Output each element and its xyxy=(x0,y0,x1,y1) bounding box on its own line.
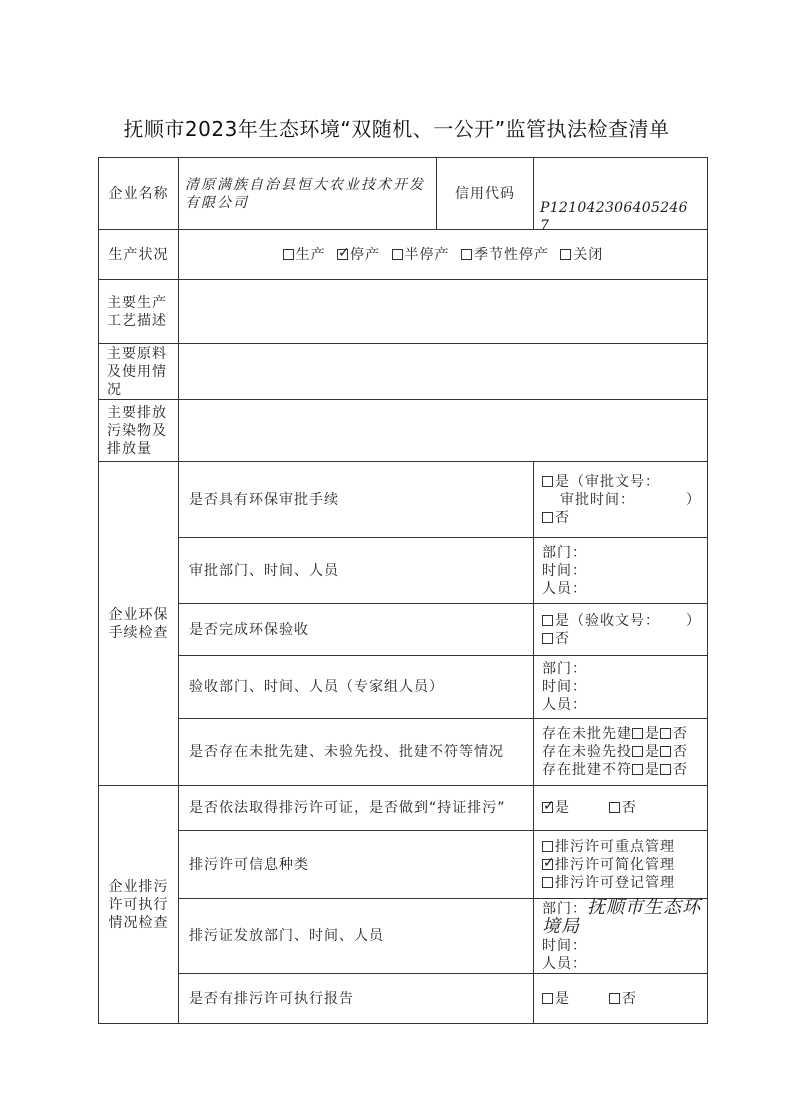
checkbox-icon[interactable] xyxy=(560,249,571,260)
option-closed[interactable]: 关闭 xyxy=(560,247,603,263)
env-section-label: 企业环保手续检查 xyxy=(99,462,179,786)
materials-value[interactable] xyxy=(179,344,708,400)
env-q5-answer: 存在未批先建 是 否 存在未验先投 是 否 存在批建不符 是 否 xyxy=(534,719,708,786)
checkbox-icon[interactable] xyxy=(660,746,671,757)
checkbox-icon[interactable] xyxy=(660,764,671,775)
permit-q1-answer: ✓ 是 否 xyxy=(534,786,708,831)
permit-section-label: 企业排污许可执行情况检查 xyxy=(99,786,179,1024)
env-q3-row xyxy=(99,604,708,656)
permit-q1-row xyxy=(99,786,708,831)
materials-label: 主要原料及使用情况 xyxy=(99,344,179,400)
checkbox-icon[interactable] xyxy=(542,476,553,487)
checkbox-icon[interactable] xyxy=(542,512,553,523)
env-q4-row xyxy=(99,656,708,719)
checkbox-checked-icon[interactable] xyxy=(337,249,348,260)
env-q1-text: 是否具有环保审批手续 xyxy=(179,462,534,538)
checkbox-checked-icon[interactable] xyxy=(542,802,553,813)
option-producing[interactable]: 生产 xyxy=(283,247,326,263)
process-value[interactable] xyxy=(179,280,708,344)
env-q4-answer: 部门： 时间： 人员： xyxy=(534,656,708,719)
production-row xyxy=(99,230,708,280)
permit-q4-text: 是否有排污许可执行报告 xyxy=(179,974,534,1024)
checkbox-icon[interactable] xyxy=(632,746,643,757)
permit-q1-text: 是否依法取得排污许可证，是否做到“持证排污” xyxy=(179,786,534,831)
checkbox-icon[interactable] xyxy=(632,764,643,775)
option-half-stopped[interactable]: 半停产 xyxy=(392,247,450,263)
checkbox-icon[interactable] xyxy=(632,728,643,739)
credit-code-value: P121042306405246 7 xyxy=(540,200,688,234)
env-q3-text: 是否完成环保验收 xyxy=(179,604,534,656)
permit-q2-text: 排污许可信息种类 xyxy=(179,831,534,899)
materials-row xyxy=(99,344,708,400)
checkbox-icon[interactable] xyxy=(660,728,671,739)
company-name-value[interactable]: 清原满族自治县恒大农业技术开发有限公司 xyxy=(179,158,437,230)
checkbox-icon[interactable] xyxy=(542,615,553,626)
checkbox-icon[interactable] xyxy=(542,877,553,888)
process-row xyxy=(99,280,708,344)
option-seasonal[interactable]: 季节性停产 xyxy=(461,247,549,263)
permit-q3-text: 排污证发放部门、时间、人员 xyxy=(179,899,534,974)
pollutants-row xyxy=(99,400,708,462)
checkbox-icon[interactable] xyxy=(461,249,472,260)
env-q5-text: 是否存在未批先建、未验先投、批建不符等情况 xyxy=(179,719,534,786)
checkbox-icon[interactable] xyxy=(609,802,620,813)
checkbox-icon[interactable] xyxy=(283,249,294,260)
env-q5-row xyxy=(99,719,708,786)
permit-q4-row xyxy=(99,974,708,1024)
permit-q2-row xyxy=(99,831,708,899)
permit-q3-row xyxy=(99,899,708,974)
checkbox-icon[interactable] xyxy=(542,633,553,644)
credit-code-label: 信用代码 xyxy=(437,158,534,230)
env-q1-row xyxy=(99,462,708,538)
env-q2-text: 审批部门、时间、人员 xyxy=(179,538,534,604)
document-title: 抚顺市2023年生态环境“双随机、一公开”监管执法检查清单 xyxy=(123,117,670,141)
checkbox-icon[interactable] xyxy=(542,993,553,1004)
checkbox-icon[interactable] xyxy=(542,841,553,852)
checkbox-checked-icon[interactable] xyxy=(542,859,553,870)
checkbox-icon[interactable] xyxy=(609,993,620,1004)
production-label: 生产状况 xyxy=(99,230,179,280)
env-q2-row xyxy=(99,538,708,604)
credit-code-cell[interactable] xyxy=(534,158,708,234)
issuing-dept-value[interactable]: 抚顺市生态环境局 xyxy=(542,897,701,937)
env-q1-answer: 是（审批文号： 审批时间： ） 否 xyxy=(534,462,708,538)
permit-q3-answer: 部门：抚顺市生态环境局 时间： 人员： xyxy=(534,899,708,974)
env-q3-answer: 是（验收文号： ） 否 xyxy=(534,604,708,656)
checkbox-icon[interactable] xyxy=(392,249,403,260)
inspection-table xyxy=(98,157,708,1024)
pollutants-value[interactable] xyxy=(179,400,708,462)
pollutants-label: 主要排放污染物及排放量 xyxy=(99,400,179,462)
permit-q2-answer: 排污许可重点管理 ✓排污许可简化管理 排污许可登记管理 xyxy=(534,831,708,899)
company-label: 企业名称 xyxy=(99,158,179,230)
option-stopped[interactable]: ✓ 停产 xyxy=(337,247,380,263)
env-q2-answer: 部门： 时间： 人员： xyxy=(534,538,708,604)
env-q4-text: 验收部门、时间、人员（专家组人员） xyxy=(179,656,534,719)
permit-q4-answer: 是 否 xyxy=(534,974,708,1024)
process-label: 主要生产工艺描述 xyxy=(99,280,179,344)
company-row xyxy=(99,158,708,230)
production-options xyxy=(179,230,708,280)
